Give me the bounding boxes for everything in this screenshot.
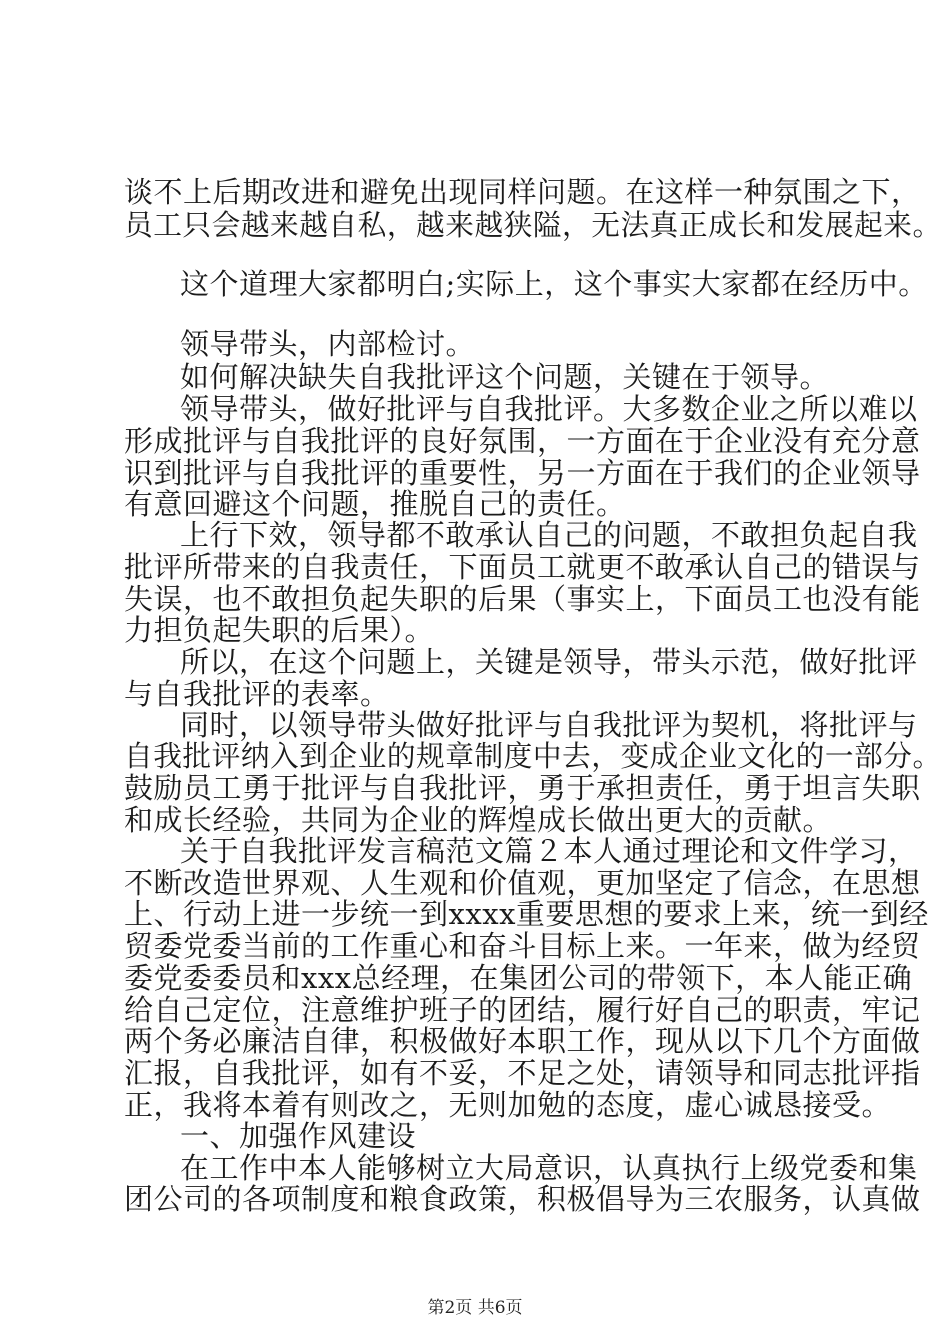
section-heading: 一、加强作风建设 [180, 1119, 417, 1153]
text-line: 不断改造世界观、人生观和价值观，更加坚定了信念，在思想 [124, 866, 921, 900]
text-line: 批评所带来的自我责任，下面员工就更不敢承认自己的错误与 [124, 550, 921, 584]
text-line: 两个务必廉洁自律，积极做好本职工作，现从以下几个方面做 [124, 1024, 921, 1058]
text-line: 员工只会越来越自私，越来越狭隘，无法真正成长和发展起来。 [124, 208, 942, 242]
page-number-footer: 第2页 共6页 [427, 1298, 523, 1318]
text-line: 自我批评纳入到企业的规章制度中去，变成企业文化的一部分。 [124, 739, 942, 773]
text-line: 形成批评与自我批评的良好氛围，一方面在于企业没有充分意 [124, 424, 921, 458]
text-line: 上行下效，领导都不敢承认自己的问题，不敢担负起自我 [180, 518, 918, 552]
text-line: 和成长经验，共同为企业的辉煌成长做出更大的贡献。 [124, 803, 833, 837]
text-line: 同时，以领导带头做好批评与自我批评为契机，将批评与 [180, 708, 918, 742]
text-line: 关于自我批评发言稿范文篇２本人通过理论和文件学习， [180, 834, 918, 868]
text-line: 汇报，自我批评，如有不妥，不足之处，请领导和同志批评指 [124, 1056, 921, 1090]
text-line: 领导带头，做好批评与自我批评。大多数企业之所以难以 [180, 392, 918, 426]
text-line: 委党委委员和xxx总经理，在集团公司的带领下，本人能正确 [124, 961, 913, 995]
text-line: 力担负起失职的后果）。 [124, 613, 435, 647]
text-line: 有意回避这个问题，推脱自己的责任。 [124, 487, 626, 521]
text-line: 正，我将本着有则改之，无则加勉的态度，虚心诚恳接受。 [124, 1088, 892, 1122]
text-line: 上、行动上进一步统一到xxxx重要思想的要求上来，统一到经 [124, 897, 929, 931]
text-line: 谈不上后期改进和避免出现同样问题。在这样一种氛围之下， [124, 175, 921, 209]
text-line: 团公司的各项制度和粮食政策，积极倡导为三农服务，认真做 [124, 1182, 921, 1216]
text-line: 这个道理大家都明白;实际上，这个事实大家都在经历中。 [180, 267, 928, 301]
text-line: 失误，也不敢担负起失职的后果（事实上，下面员工也没有能 [124, 582, 921, 616]
text-line: 识到批评与自我批评的重要性，另一方面在于我们的企业领导 [124, 456, 921, 490]
text-line: 在工作中本人能够树立大局意识，认真执行上级党委和集 [180, 1151, 918, 1185]
text-line: 所以，在这个问题上，关键是领导，带头示范，做好批评 [180, 645, 918, 679]
text-line: 贸委党委当前的工作重心和奋斗目标上来。一年来，做为经贸 [124, 929, 921, 963]
text-line: 如何解决缺失自我批评这个问题，关键在于领导。 [180, 360, 830, 394]
text-line: 与自我批评的表率。 [124, 677, 390, 711]
text-line: 给自己定位，注意维护班子的团结，履行好自己的职责，牢记 [124, 993, 921, 1027]
text-line: 鼓励员工勇于批评与自我批评，勇于承担责任，勇于坦言失职 [124, 771, 921, 805]
text-line: 领导带头，内部检讨。 [180, 327, 476, 361]
